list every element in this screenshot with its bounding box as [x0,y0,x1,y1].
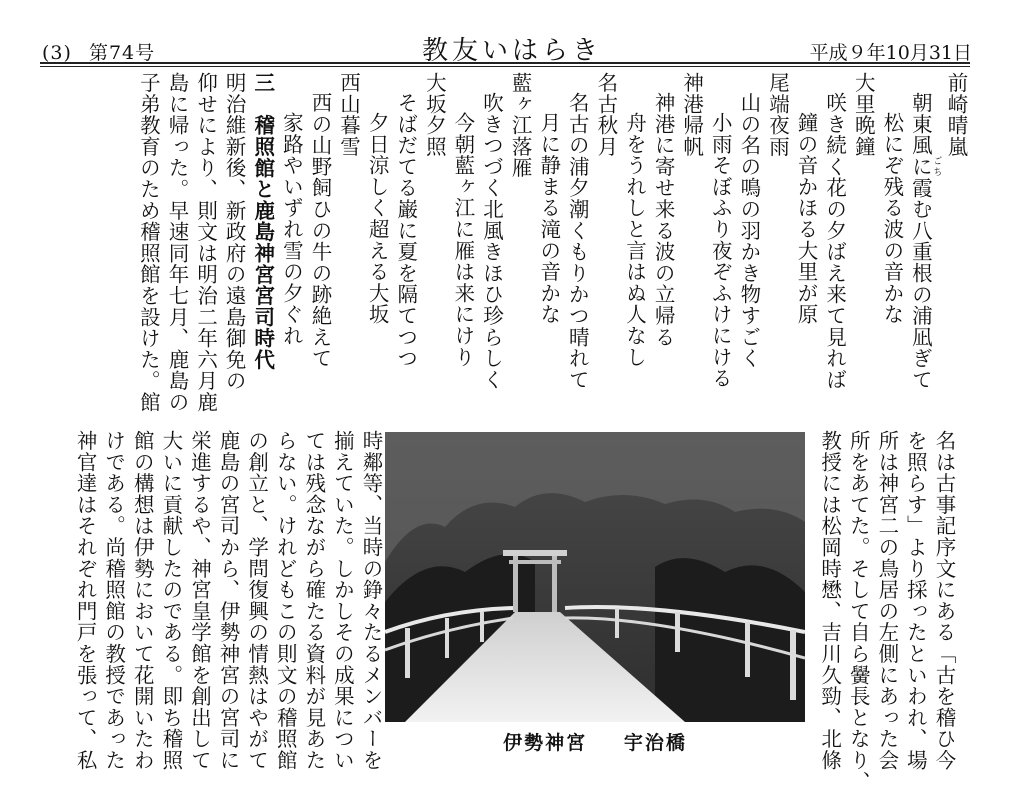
upper-text-block [50,72,970,413]
body-line: 時鄰等、当時の錚々たるメンバーを [359,430,383,771]
poem-line: 名古の浦夕潮くもりかつ晴れて [565,92,590,391]
body-line: 神官達はそれぞれ門戸を張って、私 [73,430,98,771]
torii-gate [503,550,567,556]
body-line: を照らす」より採ったといわれ、場 [903,430,928,771]
page-header [0,0,1024,64]
issue-number: 第74号 [88,42,156,64]
poem-line: 西の山野飼ひの牛の跡絶えて [307,92,332,369]
lower-right-text-block [803,430,958,792]
header-rule-thin [40,66,970,67]
body-line: 明治維新後、新政府の遠島御免の [222,72,247,392]
body-line: らない。けれどもこの則文の稽照館 [273,430,298,771]
poem-line: 朝東風に ごち霞む八重根の浦凪ぎて [908,92,942,391]
poem-line: 舟をうれしと言はぬ人なし [622,112,647,368]
body-line: 仰せにより、則文は明治二年六月鹿 [193,72,218,413]
poem-line: 松にぞ残る波の音かな [879,112,904,325]
body-line: ては残念ながら確たる資料が見あた [301,430,326,771]
issue-date: 平成９年10月31日 [809,42,972,64]
poem-title: 大坂夕照 [422,72,447,158]
body-line: 館の構想は伊勢において花開いたわ [130,430,155,771]
poem-title: 西山暮雪 [336,72,361,158]
poem-ruby: ごち [931,155,942,178]
poem-line: 鐘の音かほる大里が原 [794,112,819,325]
poem-line: 小雨そぼふり夜ぞふけにける [708,112,733,389]
page-number: (3) [42,42,72,64]
body-line: 大いに貢献したのである。即ち稽照 [158,430,183,771]
caption-place: 伊勢神宮 [503,732,588,754]
poem-title: 藍ヶ江落雁 [508,72,533,179]
section-title: 稽照館と鹿島神宮宮司時代 [250,114,275,371]
body-line: 教授には松岡時懋、吉川久勁、北條 [817,430,842,771]
header-rule [40,62,970,64]
body-line: 揃えていた。しかしその成果につい [330,430,355,771]
poem-line: 吹きつづく北風きほひ珍らしく [479,92,504,391]
poem-line: 神港に寄せ来る波の立帰る [651,92,676,348]
section-number: 三 [250,72,275,94]
section-heading [248,72,277,398]
body-line: の創立と、学問復興の情熱はやがて [244,430,269,771]
poem-title: 大里晩鐘 [851,72,876,158]
body-line: 子弟教育のため稽照館を設けた。館 [136,72,161,413]
poem-line: 咲き続く花の夕ばえ来て見れば [822,92,847,391]
photo-caption [385,728,805,755]
caption-subject: 宇治橋 [623,732,687,754]
poem-title: 神港帰帆 [679,72,704,158]
body-line: 鹿島の宮司から、伊勢神宮の宮司に [216,430,241,771]
poem-line: 今朝藍ヶ江に雁は来にけり [450,112,475,368]
poem-line: 夕日涼しく超える大坂 [365,112,390,325]
body-line: 島に帰った。早速同年七月、鹿島の [164,72,189,413]
poem-line: そばだてる巌に夏を隔てつつ [393,92,418,369]
body-line: 所は神宮二の鳥居の左側にあった会 [874,430,899,771]
poem-line: 月に静まる滝の音かな [536,112,561,325]
body-line: けである。尚稽照館の教授であった [101,430,126,771]
bridge-illustration [385,432,805,722]
uji-bridge-photo [385,432,805,722]
body-line: 所をあてた。そして自ら黌長となり、 [846,430,871,792]
body-line: 名は古事記序文にある「古を稽ひ今 [932,430,956,771]
poem-title: 前崎晴嵐 [944,72,968,158]
lower-left-text-block [50,430,385,771]
newsletter-title: 教友いはらき [421,36,602,66]
poem-line: 山の名の鳴の羽かき物すごく [736,92,761,369]
body-line: 栄進するや、神宮皇学館を創出して [187,430,212,771]
poem-title: 名古秋月 [593,72,618,158]
poem-line: 家路やいずれ雪の夕ぐれ [279,112,304,347]
poem-title: 尾端夜雨 [765,72,790,158]
